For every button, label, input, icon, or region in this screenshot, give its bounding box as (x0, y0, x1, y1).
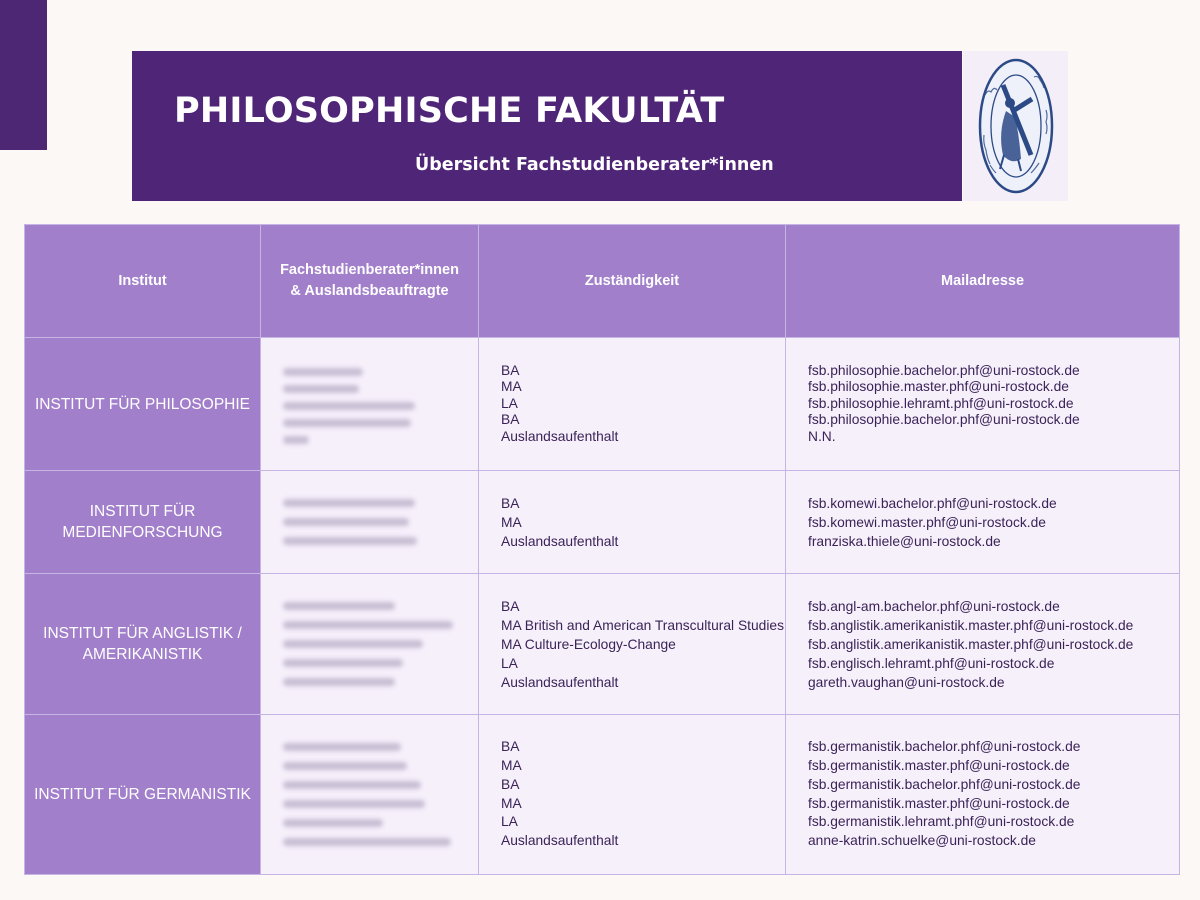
advisor-name (283, 518, 409, 526)
institute-name: INSTITUT FÜR PHILOSOPHIE (25, 338, 261, 471)
email-address: fsb.philosophie.bachelor.phf@uni-rostock.de (808, 362, 1080, 378)
email-address: anne-katrin.schuelke@uni-rostock.de (808, 833, 1036, 849)
responsibility-item: MA (501, 795, 522, 811)
responsibility-item: BA (501, 598, 520, 614)
institute-name: INSTITUT FÜR GERMANISTIK (25, 715, 261, 875)
column-header-zustaendigkeit: Zuständigkeit (479, 225, 786, 338)
email-cell (786, 471, 1180, 574)
advisor-name (283, 743, 401, 751)
responsibility-item: Auslandsaufenthalt (501, 428, 619, 444)
email-address: fsb.anglistik.amerikanistik.master.phf@uni-rostock.de (808, 636, 1134, 652)
seal-container (963, 51, 1068, 201)
institute-name: INSTITUT FÜR MEDIENFORSCHUNG (25, 471, 261, 574)
advisor-name (283, 419, 411, 427)
advisor-name (283, 819, 383, 827)
email-address: N.N. (808, 428, 836, 444)
table-row (25, 338, 1180, 471)
responsibility-item: LA (501, 655, 518, 671)
header-banner (132, 51, 962, 201)
responsibility-item: MA British and American Transcultural Studies (501, 617, 784, 633)
advisor-name (283, 436, 309, 444)
responsibility-item: BA (501, 495, 520, 511)
email-cell (786, 574, 1180, 715)
column-header-mailadresse: Mailadresse (786, 225, 1180, 338)
responsibility-item: BA (501, 739, 520, 755)
advisor-names-blurred (261, 338, 479, 471)
advisor-name (283, 402, 415, 410)
advisor-table (24, 224, 1180, 875)
advisor-name (283, 762, 407, 770)
advisor-name (283, 659, 403, 667)
table-row (25, 574, 1180, 715)
email-address: fsb.englisch.lehramt.phf@uni-rostock.de (808, 655, 1055, 671)
email-address: fsb.germanistik.master.phf@uni-rostock.de (808, 795, 1070, 811)
email-address: fsb.germanistik.bachelor.phf@uni-rostock.de (808, 776, 1081, 792)
email-address: fsb.philosophie.bachelor.phf@uni-rostock.de (808, 412, 1080, 428)
responsibility-cell (479, 338, 786, 471)
advisor-name (283, 499, 415, 507)
column-header-advisors: Fachstudienberater*innen & Auslandsbeauftragte (261, 225, 479, 338)
table-row (25, 471, 1180, 574)
responsibility-cell (479, 471, 786, 574)
email-address: fsb.komewi.master.phf@uni-rostock.de (808, 514, 1046, 530)
corner-accent-bar (0, 0, 47, 150)
responsibility-cell (479, 574, 786, 715)
table-header-row (25, 225, 1180, 338)
responsibility-item: LA (501, 814, 518, 830)
advisor-name (283, 368, 363, 376)
email-cell (786, 715, 1180, 875)
responsibility-item: MA (501, 757, 522, 773)
table-row (25, 715, 1180, 875)
email-address: fsb.germanistik.bachelor.phf@uni-rostock.de (808, 739, 1081, 755)
column-header-institut: Institut (25, 225, 261, 338)
advisor-name (283, 385, 359, 393)
responsibility-item: Auslandsaufenthalt (501, 533, 619, 549)
responsibility-item: Auslandsaufenthalt (501, 833, 619, 849)
advisor-names-blurred (261, 715, 479, 875)
email-address: fsb.germanistik.lehramt.phf@uni-rostock.de (808, 814, 1075, 830)
advisor-name (283, 640, 423, 648)
responsibility-item: MA (501, 379, 522, 395)
email-cell (786, 338, 1180, 471)
email-address: franziska.thiele@uni-rostock.de (808, 533, 1001, 549)
advisor-names-blurred (261, 574, 479, 715)
advisor-name (283, 621, 453, 629)
email-address: fsb.philosophie.master.phf@uni-rostock.de (808, 379, 1069, 395)
email-address: fsb.philosophie.lehramt.phf@uni-rostock.de (808, 395, 1074, 411)
responsibility-cell (479, 715, 786, 875)
email-address: gareth.vaughan@uni-rostock.de (808, 674, 1005, 690)
university-seal-icon (976, 55, 1056, 197)
advisor-names-blurred (261, 471, 479, 574)
institute-name: INSTITUT FÜR ANGLISTIK / AMERIKANISTIK (25, 574, 261, 715)
email-address: fsb.komewi.bachelor.phf@uni-rostock.de (808, 495, 1057, 511)
email-address: fsb.anglistik.amerikanistik.master.phf@uni-rostock.de (808, 617, 1134, 633)
advisor-name (283, 838, 451, 846)
responsibility-item: BA (501, 776, 520, 792)
responsibility-item: BA (501, 412, 520, 428)
email-address: fsb.angl-am.bachelor.phf@uni-rostock.de (808, 598, 1060, 614)
responsibility-item: MA (501, 514, 522, 530)
advisor-name (283, 678, 395, 686)
advisor-name (283, 537, 417, 545)
advisor-name (283, 602, 395, 610)
advisor-name (283, 781, 421, 789)
responsibility-item: MA Culture-Ecology-Change (501, 636, 676, 652)
advisor-name (283, 800, 425, 808)
responsibility-item: LA (501, 395, 518, 411)
email-address: fsb.germanistik.master.phf@uni-rostock.de (808, 757, 1070, 773)
page-subtitle: Übersicht Fachstudienberater*innen (415, 155, 774, 175)
responsibility-item: BA (501, 362, 520, 378)
responsibility-item: Auslandsaufenthalt (501, 674, 619, 690)
faculty-title: PHILOSOPHISCHE FAKULTÄT (174, 91, 725, 131)
